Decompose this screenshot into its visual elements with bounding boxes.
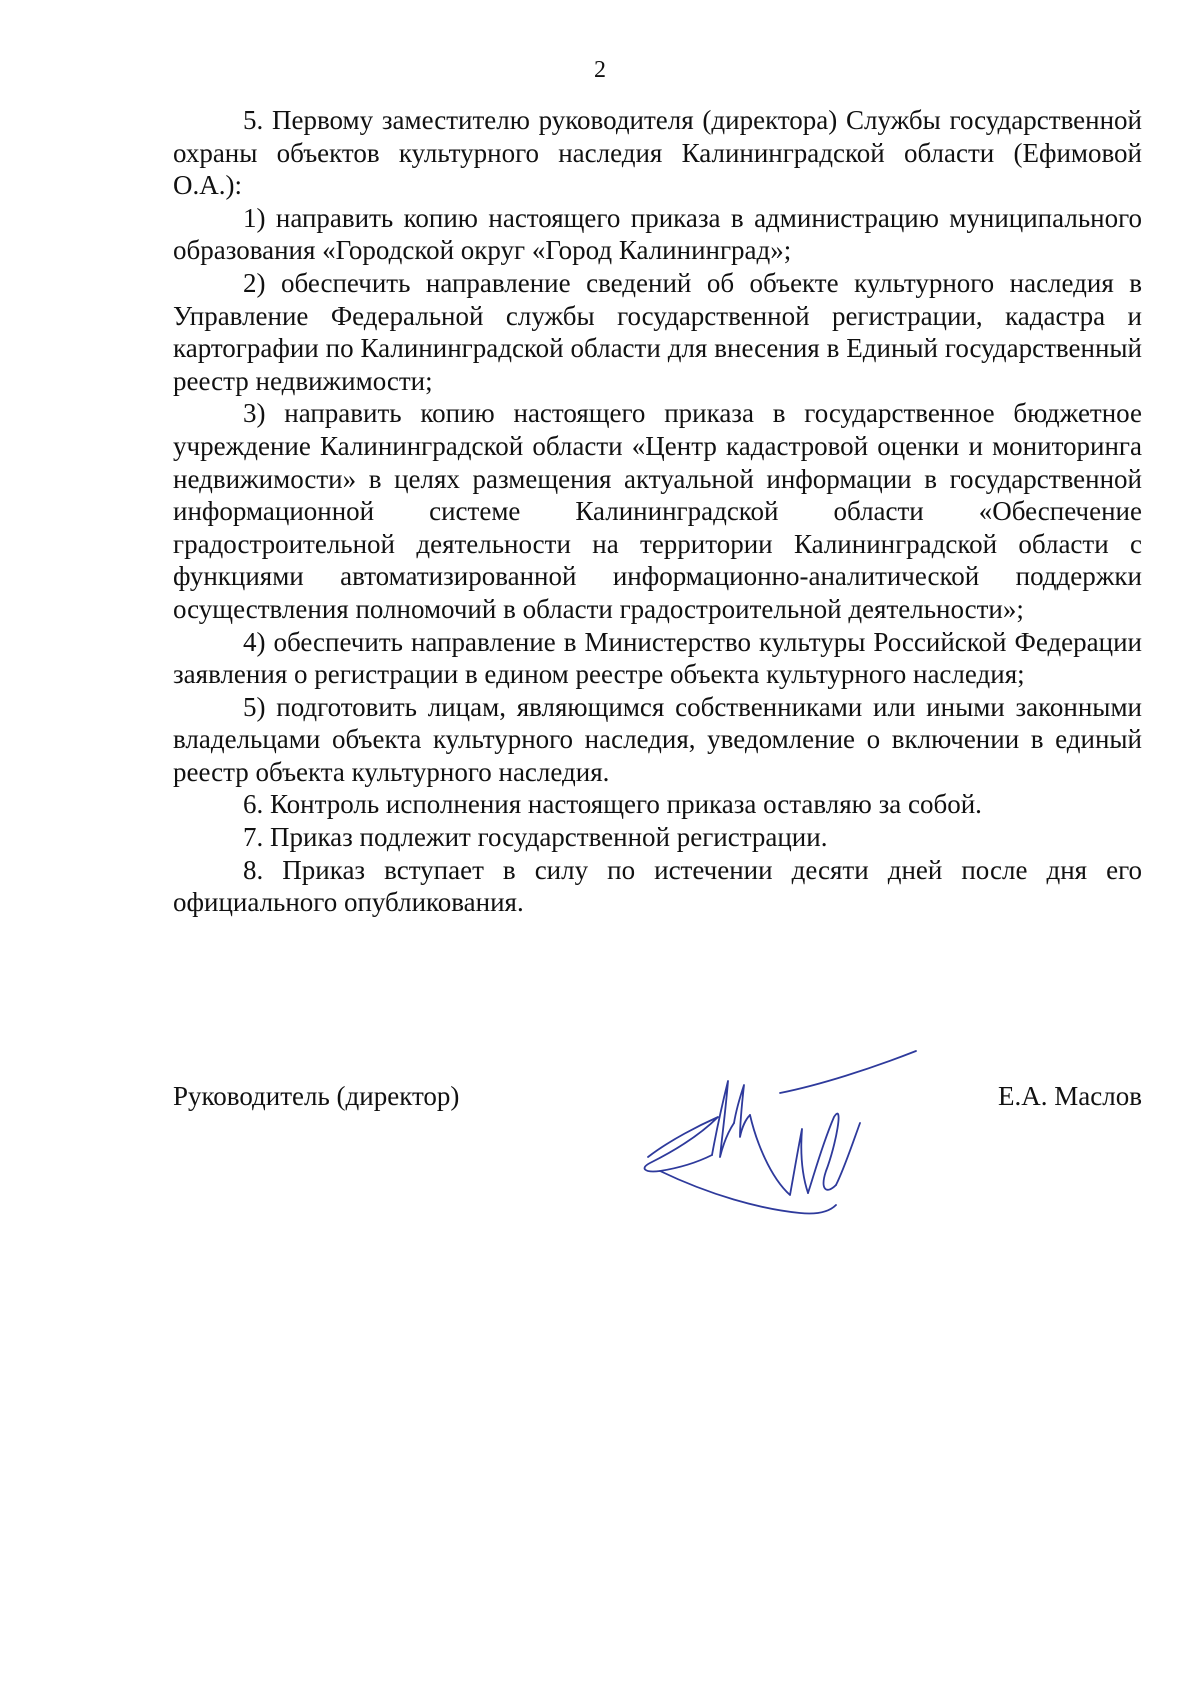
paragraph-6: 6. Контроль исполнения настоящего приказа оставляю за собой. — [243, 789, 982, 820]
document-body — [173, 104, 1142, 919]
paragraph-7: 7. Приказ подлежит государственной регистрации. — [243, 822, 828, 853]
paragraph-5-4: 4) обеспечить направление в Министерство культуры Российской Федерации заявления о регистрации в едином реестре объекта культурного наследия; — [173, 626, 1142, 690]
paragraph-5-2: 2) обеспечить направление сведений об объекте культурного наследия в Управление Федеральной службы государственной регистрации, кадастра и картографии по Калининградской области для внесения в Единый государственный реестр недвижимости; — [173, 267, 1142, 396]
signatory-title: Руководитель (директор) — [173, 1081, 460, 1111]
paragraph-5: 5. Первому заместителю руководителя (директора) Службы государственной охраны объектов культурного наследия Калининградской области (Ефимовой О.А.): — [173, 105, 1142, 201]
handwritten-signature — [630, 1045, 920, 1235]
paragraph-8: 8. Приказ вступает в силу по истечении десяти дней после дня его официального опубликования. — [173, 854, 1142, 918]
paragraph-5-5: 5) подготовить лицам, являющимся собственниками или иными законными владельцами объекта культурного наследия, уведомление о включении в единый реестр объекта культурного наследия. — [173, 691, 1142, 787]
page-number: 2 — [594, 57, 606, 83]
paragraph-5-1: 1) направить копию настоящего приказа в администрацию муниципального образования «Городской округ «Город Калининград»; — [173, 202, 1142, 266]
signatory-name: Е.А. Маслов — [998, 1081, 1142, 1111]
paragraph-5-3: 3) направить копию настоящего приказа в государственное бюджетное учреждение Калининградской области «Центр кадастровой оценки и мониторинга недвижимости» в целях размещения актуальной информации в государственной информационной системе Калининградской области «Обеспечение градостроительной деятельности на территории Калининградской области с функциями автоматизированной информационно-аналитической поддержки осуществления полномочий в области градостроительной деятельности»; — [173, 398, 1142, 624]
